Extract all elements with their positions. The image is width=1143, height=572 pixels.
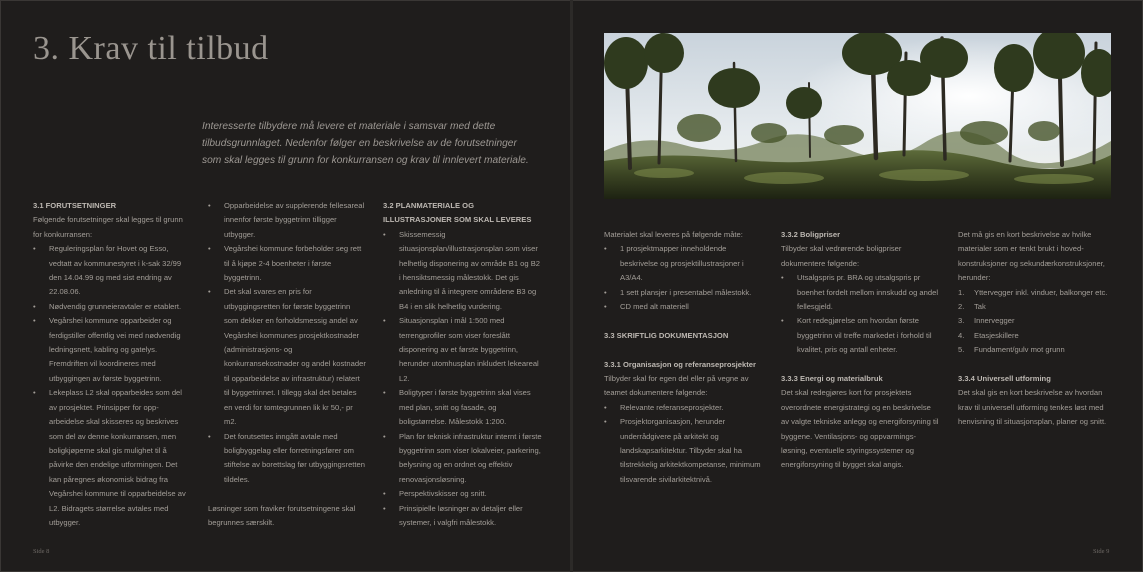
bullet-list	[33, 242, 191, 530]
page-number-left: Side 8	[33, 548, 50, 555]
forest-photo	[604, 33, 1111, 199]
list-item: • Vegårshei kommune opparbeider og ferdigstiller offentlig vei med nødvendig ledningsnett, kabling og gatelys. Fremdriften vil koordineres med utbyggingen av første byggetrinn.	[33, 314, 191, 386]
section-materialbruk	[958, 228, 1114, 430]
list-item: • Opparbeidelse av supplerende fellesareal innenfor første byggetrinn tilligger utbygger.	[208, 199, 366, 242]
list-item: • Perspektivskisser og snitt.	[383, 487, 543, 501]
bullet-list	[604, 401, 762, 487]
list-item: • Lekeplass L2 skal opparbeides som del av prosjektet. Prinsipper for opp-arbeidelse skal skisseres og beskrives som del av denne konkurransen, men boligkjøperne skal gis mulighet til å påvirke den endelige utformingen. Det kan påregnes økonomisk bidrag fra Vegårshei kommune til opparbeidelse av L2. Bidragets størrelse avtales med utbygger.	[33, 386, 191, 530]
list-item: • Plan for teknisk infrastruktur internt i første byggetrinn som viser lokalveier, parkering, belysning og en ordnet og effektiv renovasjonsløsning.	[383, 430, 543, 488]
subsection-heading: 3.3.4 Universell utforming	[958, 374, 1051, 384]
subsection-lead: Tilbyder skal for egen del eller på vegne av teamet dokumentere følgende:	[604, 374, 749, 398]
chapter-title: 3. Krav til tilbud	[33, 30, 269, 67]
bullet-list	[604, 242, 762, 314]
subsection-body: Det skal redegjøres kort for prosjektets overordnete energistrategi og en beskrivelse av valgte tekniske anlegg og energiforsyning til byggene. Ventilasjons- og oppvarmings-løsning, eventuelle styringssystemer og energiforsyning til bygget skal angis.	[781, 388, 939, 470]
numbered-list	[958, 286, 1114, 358]
list-item: • Prosjektorganisasjon, herunder underrådgivere på arkitekt og landskapsarkitektur. Tilbyder skal ha tilstrekkelig arkitektkompetanse, minimum tilsvarende sivilarkitektnivå.	[604, 415, 762, 487]
list-item: • 1 prosjektmapper inneholdende beskrivelse og prosjektillustrasjoner i A3/A4.	[604, 242, 762, 285]
section-forutsetninger-continued	[208, 199, 366, 530]
list-item: • CD med alt materiell	[604, 300, 762, 314]
list-item: • Nødvendig grunneieravtaler er etablert.	[33, 300, 191, 314]
subsection-heading: 3.3.1 Organisasjon og referanseprosjekter	[604, 359, 756, 369]
section-heading: 3.2 PLANMATERIALE OG ILLUSTRASJONER SOM SKAL LEVERES	[383, 201, 532, 225]
list-item: • Det forutsettes inngått avtale med boligbyggelag eller forretningsfører om stiftelse av borettslag før utbyggingsretten tildeles.	[208, 430, 366, 488]
section-lead: Materialet skal leveres på følgende måte:	[604, 230, 743, 239]
section-lead: Det må gis en kort beskrivelse av hvilke materialer som er tenkt brukt i hoved-konstruksjoner og sekundærkonstruksjoner, herunder:	[958, 230, 1105, 283]
subsection-heading: 3.3.3 Energi og materialbruk	[781, 374, 883, 384]
list-item: • Prinsipielle løsninger av detaljer eller systemer, i valgfri målestokk.	[383, 502, 543, 531]
list-item: • 1 sett plansjer i presentabel målestokk.	[604, 286, 762, 300]
subsection-heading: 3.3.2 Boligpriser	[781, 230, 841, 239]
bullet-list	[781, 271, 939, 357]
page-number-right: Side 9	[1093, 548, 1110, 555]
list-item: • Skissemessig situasjonsplan/illustrasjonsplan som viser helhetlig disponering av område B1 og B2 i hensiktsmessig målestokk. Det gis anledning til å integrere områdene B3 og B4 i en slik helhetlig vurdering.	[383, 228, 543, 314]
list-item: 3. Innervegger	[958, 316, 1015, 326]
list-item: • Boligtyper i første byggetrinn skal vises med plan, snitt og fasade, og boligstørrelse. Målestokk 1:200.	[383, 386, 543, 429]
list-item: • Reguleringsplan for Hovet og Esso, vedtatt av kommunestyret i k-sak 32/99 den 14.04.99 og med sist endring av 22.08.06.	[33, 242, 191, 300]
list-item: 1. Yttervegger inkl. vinduer, balkonger etc.	[958, 287, 1108, 297]
list-item: • Kort redegjørelse om hvordan første byggetrinn vil treffe markedet i forhold til kvalitet, pris og antall enheter.	[781, 314, 939, 357]
section-leveranse	[604, 228, 762, 487]
section-heading: 3.3 SKRIFTLIG DOKUMENTASJON	[604, 330, 729, 340]
section-lead: Følgende forutsetninger skal legges til grunn for konkurransen:	[33, 215, 183, 239]
section-planmateriale	[383, 199, 543, 530]
subsection-body: Det skal gis en kort beskrivelse av hvordan krav til universell utforming tenkes løst med henvisning til situasjonsplan, planer og snitt.	[958, 388, 1107, 427]
list-item: • Det skal svares en pris for utbyggingsretten for første byggetrinn som dekker en forholdsmessig andel av Vegårshei kommunes prosjektkostnader (administrasjons- og konkurransekostnader og andel kostnader til opparbeidelse av infrastruktur) relatert til byggetrinnet. I tillegg skal det betales en verdi for tomtegrunnen lik kr 50,- pr m2.	[208, 285, 366, 429]
closing-text: Løsninger som fraviker forutsetningene skal begrunnes særskilt.	[208, 503, 356, 527]
bullet-list	[383, 228, 543, 531]
list-item: • Situasjonsplan i mål 1:500 med terrengprofiler som viser foreslått disponering av et første byggetrinn, herunder utomhusplan inkludert lekeareal L2.	[383, 314, 543, 386]
section-boligpriser	[781, 228, 939, 473]
list-item: • Relevante referanseprosjekter.	[604, 401, 762, 415]
intro-paragraph: Interesserte tilbydere må levere et materiale i samsvar med dette tilbudsgrunnlaget. Nedenfor følger en beskrivelse av de forutsetninger som skal legges til grunn for konkurransen og krav til innlevert materiale.	[202, 121, 529, 166]
list-item: 5. Fundament/gulv mot grunn	[958, 345, 1065, 355]
subsection-lead: Tilbyder skal vedrørende boligpriser dokumentere følgende:	[781, 244, 902, 268]
list-item: 2. Tak	[958, 302, 986, 312]
section-heading: 3.1 FORUTSETNINGER	[33, 201, 117, 210]
list-item: • Utsalgspris pr. BRA og utsalgspris pr boenhet fordelt mellom innskudd og andel fellesgjeld.	[781, 271, 939, 314]
list-item: 4. Etasjeskillere	[958, 330, 1019, 340]
list-item: • Vegårshei kommune forbeholder seg rett til å kjøpe 2-4 boenheter i første byggetrinn.	[208, 242, 366, 285]
bullet-list	[208, 199, 366, 487]
section-forutsetninger	[33, 199, 191, 530]
page-gutter	[570, 0, 573, 572]
